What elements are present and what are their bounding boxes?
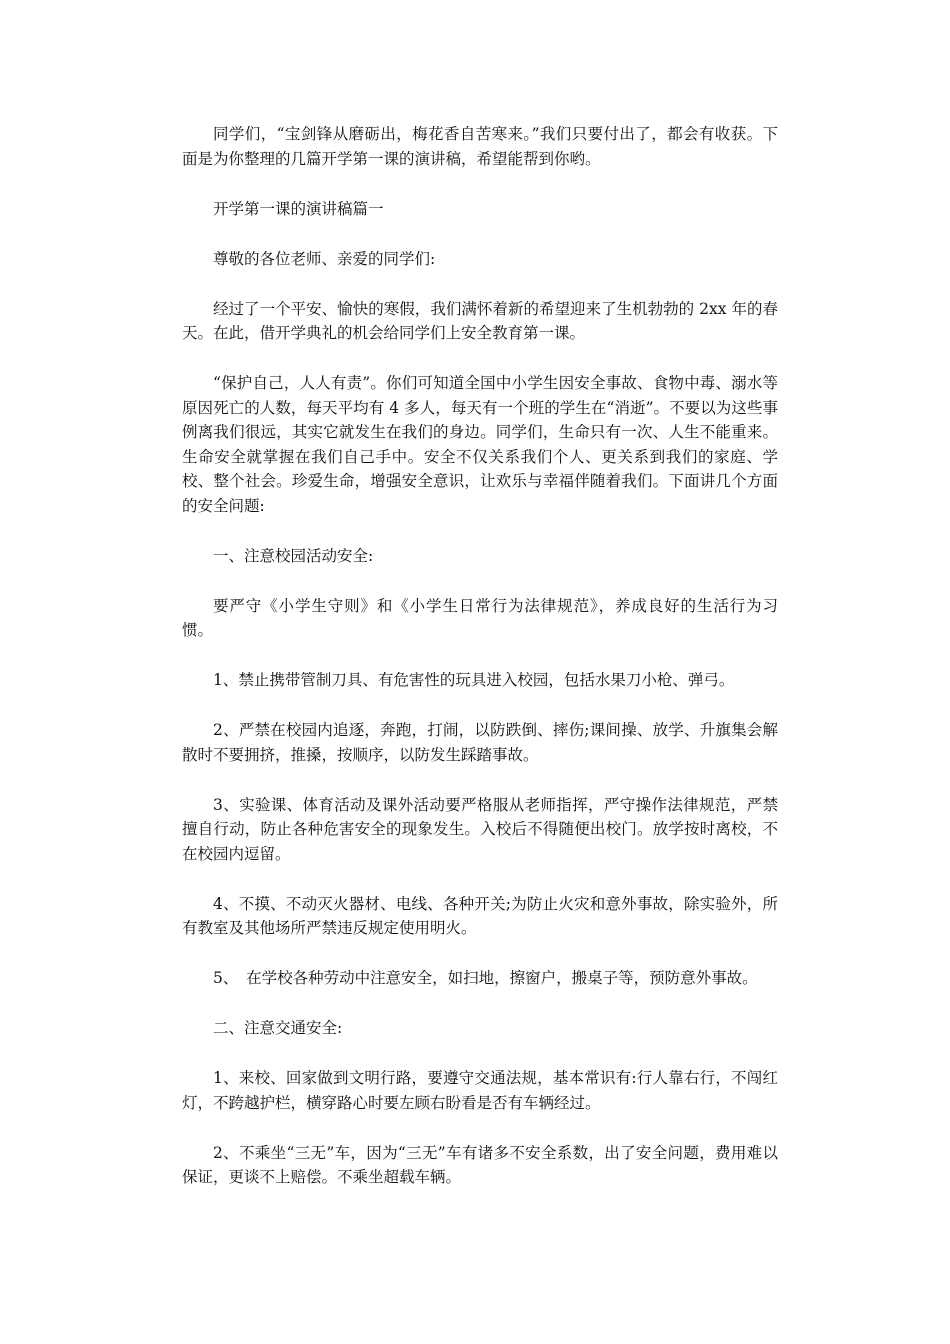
- section-title: 开学第一课的演讲稿篇一: [213, 199, 384, 218]
- heading-traffic-safety: 二、注意交通安全:: [213, 1019, 343, 1037]
- heading-campus-safety: 一、注意校园活动安全:: [213, 546, 374, 565]
- campus-item-5: 5、 在学校各种劳动中注意安全，如扫地，擦窗户，搬桌子等，预防意外事故。: [213, 969, 758, 987]
- intro-paragraph: 同学们，“宝剑锋从磨砺出，梅花香自苦寒来。”我们只要付出了，都会有收获。下面是为你整理的几篇开学第一课的演讲稿，希望能帮到你哟。: [182, 125, 778, 168]
- campus-item-1: 1、禁止携带管制刀具、有危害性的玩具进入校园，包括水果刀小枪、弹弓。: [213, 671, 735, 689]
- traffic-item-1: 1、来校、回家做到文明行路，要遵守交通法规，基本常识有:行人靠右行，不闯红灯，不跨越护栏，横穿路心时要左顾右盼看是否有车辆经过。: [182, 1069, 778, 1112]
- campus-item-2: 2、严禁在校园内追逐，奔跑，打闹，以防跌倒、摔伤;课间操、放学、升旗集会解散时不要拥挤，推搡，按顺序，以防发生踩踏事故。: [182, 721, 778, 764]
- campus-item-4: 4、不摸、不动灭火器材、电线、各种开关;为防止火灾和意外事故，除实验外，所有教室及其他场所严禁违反规定使用明火。: [182, 894, 778, 937]
- campus-item-3: 3、实验课、体育活动及课外活动要严格服从老师指挥，严守操作法律规范，严禁擅自行动，防止各种危害安全的现象发生。入校后不得随便出校门。放学按时离校，不在校园内逗留。: [182, 795, 778, 863]
- document-body: [182, 122, 778, 1215]
- traffic-item-2: 2、不乘坐“三无”车，因为“三无”车有诸多不安全系数，出了安全问题，费用难以保证，更谈不上赔偿。不乘坐超载车辆。: [182, 1143, 778, 1186]
- safety-paragraph: “保护自己，人人有责”。你们可知道全国中小学生因安全事故、食物中毒、溺水等原因死亡的人数，每天平均有 4 多人，每天有一个班的学生在“消逝”。不要以为这些事例离我们很远，其实它就发生在我们的身边。同学们，生命只有一次、人生不能重来。生命安全就掌握在我们自己手中。安全不仅关系我们个人、更关系到我们的家庭、学校、整个社会。珍爱生命，增强安全意识，让欢乐与幸福伴随着我们。下面讲几个方面的安全问题:: [182, 374, 778, 515]
- opening-paragraph: 经过了一个平安、愉快的寒假，我们满怀着新的希望迎来了生机勃勃的 2xx 年的春天。在此，借开学典礼的机会给同学们上安全教育第一课。: [182, 299, 778, 342]
- salutation: 尊敬的各位老师、亲爱的同学们:: [213, 249, 436, 268]
- rules-paragraph: 要严守《小学生守则》和《小学生日常行为法律规范》，养成良好的生活行为习惯。: [182, 596, 778, 639]
